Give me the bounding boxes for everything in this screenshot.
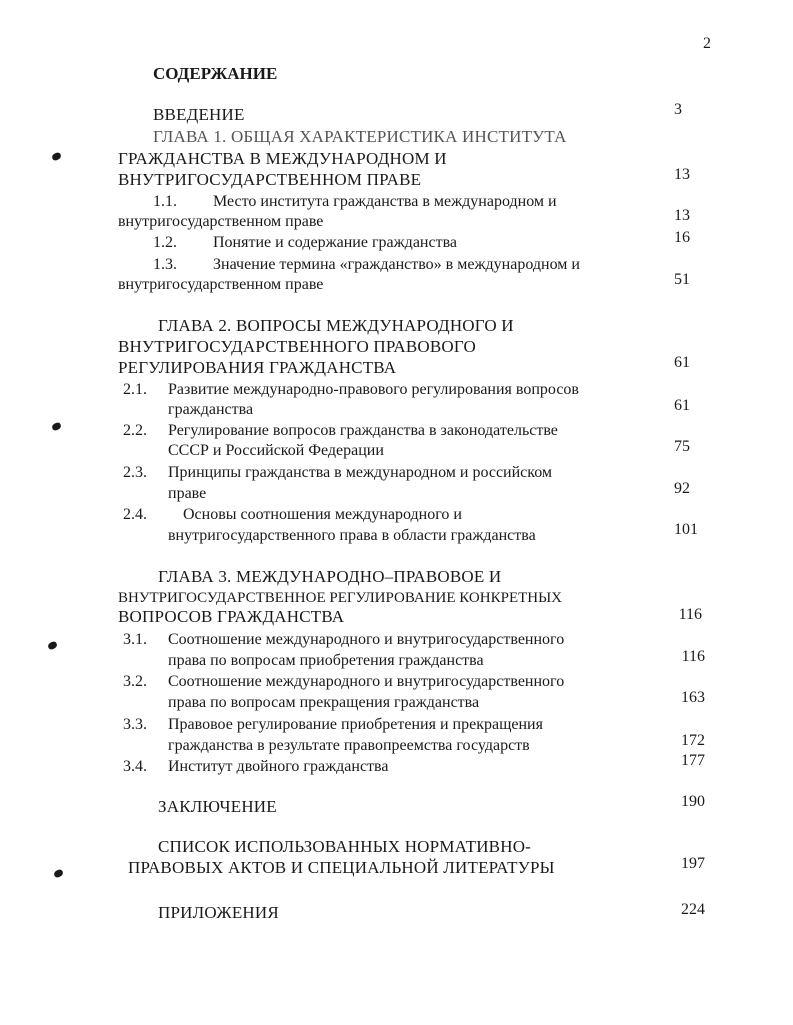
page-title: СОДЕРЖАНИЕ <box>153 64 278 83</box>
section-1-3-number: 1.3. <box>153 256 177 273</box>
section-3-3-page: 172 <box>681 732 705 749</box>
section-3-2-line-1: Соотношение международного и внутригосударственного <box>168 673 565 690</box>
chapter-3-title-line-1: ГЛАВА 3. МЕЖДУНАРОДНО–ПРАВОВОЕ И <box>158 567 502 586</box>
toc-bibliography-line-2: ПРАВОВЫХ АКТОВ И СПЕЦИАЛЬНОЙ ЛИТЕРАТУРЫ <box>128 858 555 877</box>
section-1-1-line-1: Место института гражданства в международном и <box>213 193 557 210</box>
section-2-2-number: 2.2. <box>123 422 147 439</box>
chapter-1-title-line-3: ВНУТРИГОСУДАРСТВЕННОМ ПРАВЕ <box>118 170 422 189</box>
section-3-4-line-1: Институт двойного гражданства <box>168 758 389 775</box>
section-2-3-number: 2.3. <box>123 464 147 481</box>
section-3-2-line-2: права по вопросам прекращения гражданства <box>168 694 480 711</box>
chapter-1-title-line-2: ГРАЖДАНСТВА В МЕЖДУНАРОДНОМ И <box>118 149 447 168</box>
section-2-3-page: 92 <box>674 480 690 497</box>
toc-bibliography-page: 197 <box>681 855 705 872</box>
section-2-1-line-1: Развитие международно-правового регулирования вопросов <box>168 381 579 398</box>
section-3-4-page: 177 <box>681 752 705 769</box>
section-1-3-line-1: Значение термина «гражданство» в международном и <box>213 256 580 273</box>
section-2-2-line-1: Регулирование вопросов гражданства в законодательстве <box>168 422 558 439</box>
chapter-3-page: 116 <box>678 606 702 623</box>
section-2-1-number: 2.1. <box>123 381 147 398</box>
section-3-4-number: 3.4. <box>123 758 147 775</box>
section-3-3-line-1: Правовое регулирование приобретения и прекращения <box>168 716 543 733</box>
section-2-2-line-2: СССР и Российской Федерации <box>168 442 384 459</box>
chapter-2-title-line-1: ГЛАВА 2. ВОПРОСЫ МЕЖДУНАРОДНОГО И <box>158 316 514 335</box>
chapter-1-title-line-1: ГЛАВА 1. ОБЩАЯ ХАРАКТЕРИСТИКА ИНСТИТУТА <box>153 127 567 146</box>
toc-appendix-page: 224 <box>681 901 705 918</box>
section-1-2-line-1: Понятие и содержание гражданства <box>213 234 458 251</box>
chapter-2-title-line-2: ВНУТРИГОСУДАРСТВЕННОГО ПРАВОВОГО <box>118 337 476 356</box>
toc-conclusion-page: 190 <box>681 793 705 810</box>
chapter-3-title-line-3: ВОПРОСОВ ГРАЖДАНСТВА <box>118 607 345 626</box>
scan-mark <box>53 869 64 879</box>
scan-mark <box>51 422 62 432</box>
chapter-2-title-line-3: РЕГУЛИРОВАНИЯ ГРАЖДАНСТВА <box>118 358 397 377</box>
section-3-3-line-2: гражданства в результате правопреемства государств <box>168 737 530 754</box>
section-3-2-page: 163 <box>681 689 705 706</box>
section-3-1-page: 116 <box>681 648 705 665</box>
section-1-3-page: 51 <box>674 271 690 288</box>
toc-intro-page: 3 <box>674 101 682 118</box>
section-1-1-page: 13 <box>674 207 690 224</box>
section-3-2-number: 3.2. <box>123 673 147 690</box>
section-2-1-page: 61 <box>674 397 690 414</box>
toc-bibliography-line-1: СПИСОК ИСПОЛЬЗОВАННЫХ НОРМАТИВНО- <box>158 837 532 856</box>
scan-mark <box>47 641 58 651</box>
section-1-1-number: 1.1. <box>153 193 177 210</box>
section-2-4-number: 2.4. <box>123 506 147 523</box>
section-2-3-line-1: Принципы гражданства в международном и российском <box>168 464 553 481</box>
section-2-4-line-2: внутригосударственного права в области гражданства <box>168 527 536 544</box>
section-1-2-page: 16 <box>674 229 690 246</box>
section-3-3-number: 3.3. <box>123 716 147 733</box>
section-3-1-line-2: права по вопросам приобретения гражданства <box>168 652 484 669</box>
section-3-1-number: 3.1. <box>123 631 147 648</box>
toc-conclusion-label: ЗАКЛЮЧЕНИЕ <box>158 797 277 816</box>
toc-intro-label: ВВЕДЕНИЕ <box>153 105 245 124</box>
section-2-3-line-2: праве <box>168 485 207 502</box>
section-1-3-line-2: внутригосударственном праве <box>118 276 324 293</box>
chapter-3-title-line-2: ВНУТРИГОСУДАРСТВЕННОЕ РЕГУЛИРОВАНИЕ КОНКРЕТНЫХ <box>118 590 563 606</box>
chapter-2-page: 61 <box>674 354 690 371</box>
section-2-4-line-1: Основы соотношения международного и <box>183 506 462 523</box>
toc-appendix-label: ПРИЛОЖЕНИЯ <box>158 903 279 922</box>
section-3-1-line-1: Соотношение международного и внутригосударственного <box>168 631 565 648</box>
section-1-2-number: 1.2. <box>153 234 177 251</box>
page-number: 2 <box>703 35 711 52</box>
section-2-1-line-2: гражданства <box>168 401 254 418</box>
section-2-4-page: 101 <box>674 521 698 538</box>
chapter-1-page: 13 <box>674 166 690 183</box>
section-2-2-page: 75 <box>674 438 690 455</box>
section-1-1-line-2: внутригосударственном праве <box>118 213 324 230</box>
scan-mark <box>51 152 62 162</box>
